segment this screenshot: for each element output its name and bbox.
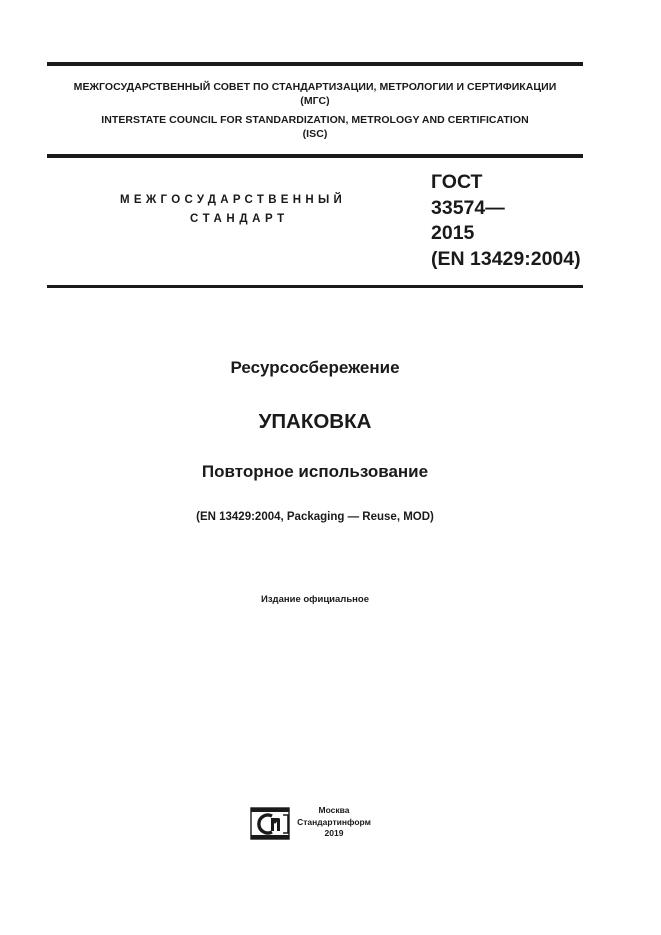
- designation-line4: (EN 13429:2004): [431, 247, 581, 270]
- council-name-en-block: [47, 113, 583, 141]
- middle-divider: [47, 154, 583, 158]
- council-abbr-ru: (МГС): [300, 95, 330, 107]
- publisher-city: Москва: [318, 805, 350, 815]
- publisher-name: Стандартинформ: [297, 816, 371, 827]
- council-abbr-en: (ISC): [302, 128, 328, 140]
- bottom-divider: [47, 285, 583, 288]
- council-name-ru: МЕЖГОСУДАРСТВЕННЫЙ СОВЕТ ПО СТАНДАРТИЗАЦИИ, МЕТРОЛОГИИ И СЕРТИФИКАЦИИ: [73, 81, 557, 93]
- publication-year: 2019: [324, 828, 344, 838]
- publisher-block: [295, 805, 373, 840]
- standard-kind-line1: МЕЖГОСУДАРСТВЕННЫЙ: [120, 194, 347, 206]
- title-packaging: УПАКОВКА: [258, 410, 372, 433]
- standard-designation: [431, 170, 581, 272]
- standartinform-logo-icon: [248, 807, 292, 840]
- title-resource-saving: Ресурсосбережение: [230, 358, 400, 377]
- title-reuse: Повторное использование: [201, 462, 429, 481]
- standard-kind-line2: СТАНДАРТ: [190, 213, 289, 225]
- designation-line3: 2015: [431, 222, 475, 244]
- top-divider: [47, 62, 583, 66]
- designation-line2: 33574—: [431, 196, 505, 219]
- designation-line1: ГОСТ: [431, 171, 483, 193]
- council-name-en: INTERSTATE COUNCIL FOR STANDARDIZATION, METROLOGY AND CERTIFICATION: [101, 114, 529, 126]
- council-name-ru-block: [47, 80, 583, 108]
- edition-note: Издание официальное: [261, 594, 369, 605]
- international-reference: (EN 13429:2004, Packaging — Reuse, MOD): [196, 511, 434, 523]
